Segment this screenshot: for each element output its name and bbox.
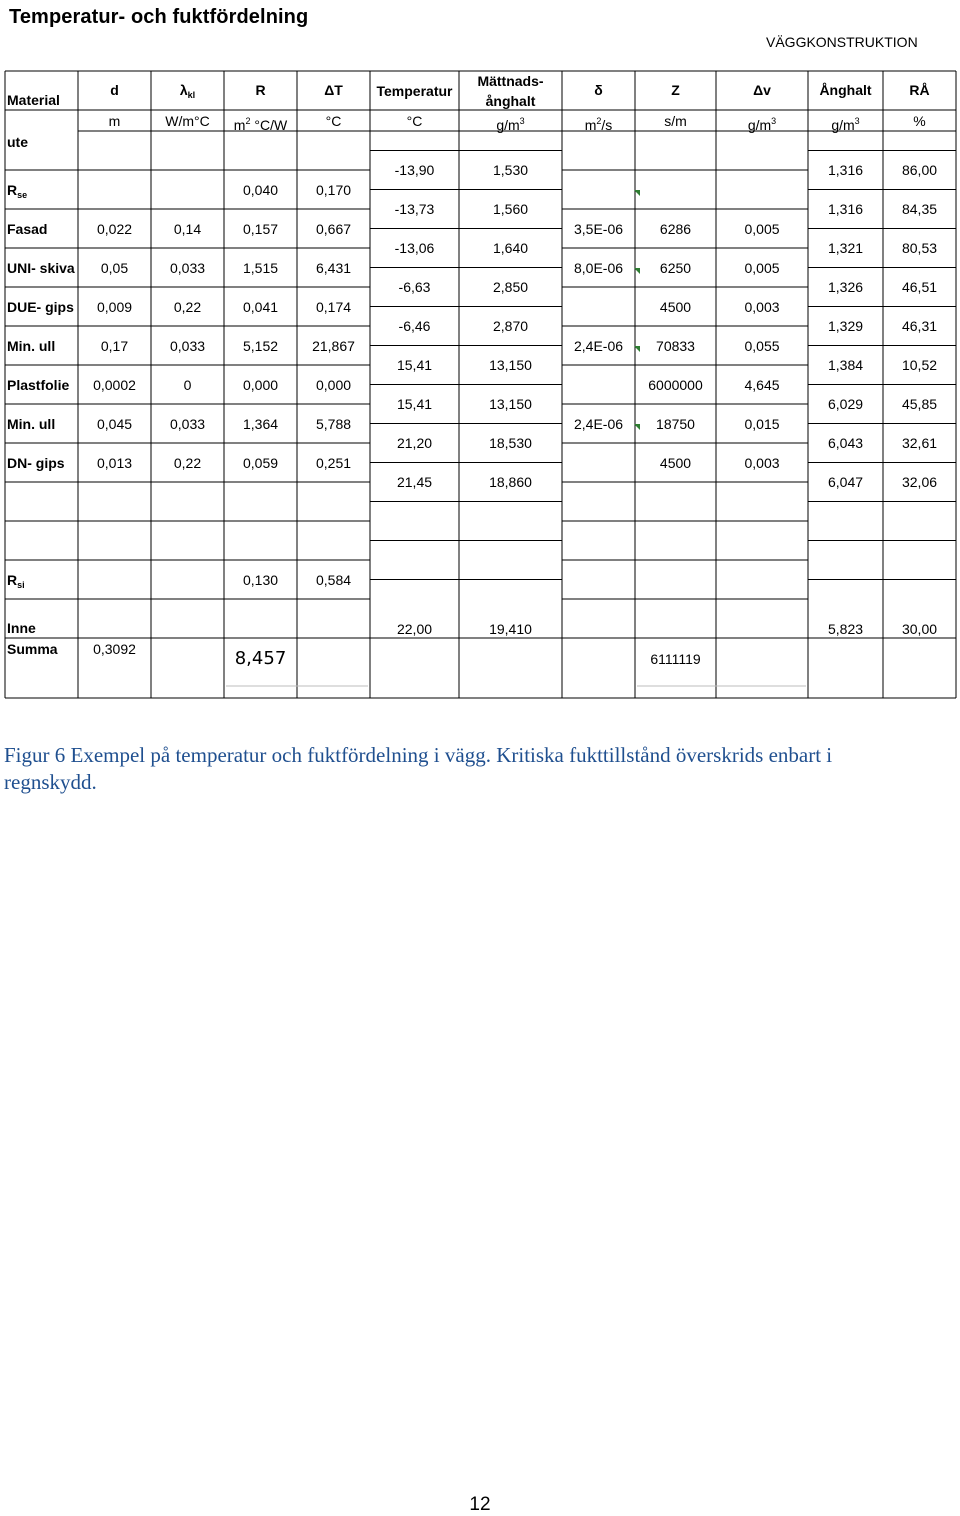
cell-marker-icon [634,190,640,196]
unit-text: /s [601,116,613,133]
cell-relative-humidity: 46,31 [901,318,938,334]
cell-saturation: 13,150 [489,396,532,412]
cell-temperature: -6,63 [398,279,431,295]
cell-relative-humidity: 32,06 [901,474,938,490]
cell-saturation: 2,870 [492,318,529,334]
cell-d: 0,013 [96,454,133,471]
cell-relative-humidity: 46,51 [901,279,938,295]
unit-ra: % [913,112,926,129]
header-dv: Δv [753,81,771,98]
cell-z: 6250 [659,259,692,276]
unit-lambda: W/m°C [165,112,210,129]
lambda-subscript: kl [187,89,196,100]
cell-vapour-content: 1,316 [827,201,864,217]
cell-dv: 0,003 [744,298,780,315]
layer-subscript: se [17,189,28,200]
summa-z: 6111119 [650,651,701,667]
cell-delta-t: 0,170 [315,181,352,198]
table-grid [0,0,960,720]
cell-r: 0,041 [242,298,279,315]
cell-relative-humidity: 84,35 [901,201,938,217]
header-d: d [110,81,119,98]
cell-d: 0,045 [96,415,133,432]
unit-superscript: 2 [245,115,251,126]
layer-label [7,572,25,593]
cell-temperature: 15,41 [396,357,433,373]
header-lambda [180,82,195,103]
cell-vapour-content: 1,384 [827,357,864,373]
header-anghalt: Ånghalt [819,81,872,98]
cell-lambda: 0 [183,376,192,393]
unit-mattnads [496,113,524,133]
cell-vapour-content: 6,047 [827,474,864,490]
cell-delta: 2,4E-06 [573,337,624,354]
cell-z: 70833 [656,337,695,354]
layer-label: DN- gips [7,454,65,471]
cell-z: 6000000 [648,376,703,393]
figure-caption: Figur 6 Exempel på temperatur och fuktfördelning i vägg. Kritiska fukttillstånd överskrids enbart i regnskydd. [4,743,833,794]
cell-relative-humidity: 86,00 [901,162,938,178]
cell-saturation: 19,410 [489,620,532,637]
unit-superscript: 2 [596,115,602,126]
cell-dv: 0,015 [744,415,780,432]
header-temperatur: Temperatur [376,82,453,99]
unit-superscript: 3 [519,115,525,126]
layer-label: Fasad [7,220,48,237]
cell-r: 1,515 [242,259,279,276]
cell-vapour-content: 6,029 [827,396,864,412]
cell-vapour-content: 1,316 [827,162,864,178]
cell-delta: 3,5E-06 [573,220,624,237]
cell-saturation: 1,530 [492,162,529,178]
header-material: Material [7,92,60,108]
cell-relative-humidity: 80,53 [901,240,938,256]
cell-delta-t: 6,431 [315,259,352,276]
cell-delta-t: 5,788 [315,415,352,432]
cell-temperature: -13,73 [394,201,435,217]
cell-saturation: 18,860 [489,474,532,490]
cell-delta-t: 0,667 [315,220,352,237]
cell-marker-icon [634,424,640,430]
cell-saturation: 1,560 [492,201,529,217]
cell-z: 4500 [659,454,692,471]
header-mattnads-2: ånghalt [485,92,536,109]
cell-delta-t: 0,000 [315,376,352,393]
cell-relative-humidity: 45,85 [901,396,938,412]
cell-dv: 0,055 [744,337,780,354]
layer-label: UNI- skiva [7,259,75,276]
cell-lambda: 0,14 [173,220,202,237]
construction-label: VÄGGKONSTRUKTION [766,34,918,50]
cell-d: 0,022 [96,220,133,237]
header-delta-t: ΔT [324,81,343,98]
cell-r: 0,157 [242,220,279,237]
cell-d: 0,0002 [93,376,136,393]
cell-z: 18750 [656,415,695,432]
cell-dv: 0,005 [744,259,780,276]
unit-anghalt [831,113,859,133]
cell-temperature: 21,20 [396,435,433,451]
cell-vapour-content: 1,329 [827,318,864,334]
page-title: Temperatur- och fuktfördelning [9,6,309,28]
unit-delta-t: °C [325,112,342,129]
header-mattnads-1: Mättnads- [477,72,544,89]
cell-vapour-content: 5,823 [827,620,864,637]
cell-temperature: -13,90 [394,162,435,178]
unit-text: g/m [831,116,855,133]
layer-label: Plastfolie [7,376,70,393]
unit-text: g/m [747,116,772,133]
unit-text: m [233,116,246,133]
layer-label [7,182,27,203]
summa-r: 8,457 [234,648,287,669]
cell-temperature: 21,45 [396,474,433,490]
layer-name: R [7,181,18,198]
cell-r: 0,040 [242,181,279,198]
unit-r [234,113,287,133]
cell-saturation: 2,850 [492,279,529,295]
cell-relative-humidity: 10,52 [901,357,938,373]
cell-z: 4500 [659,298,692,315]
unit-temperatur: °C [406,112,423,129]
cell-vapour-content: 1,321 [827,240,864,256]
cell-relative-humidity: 32,61 [901,435,938,451]
summa-d: 0,3092 [93,641,136,657]
layer-label: Min. ull [7,415,56,432]
cell-dv: 4,645 [744,376,780,393]
cell-temperature: 15,41 [396,396,433,412]
layer-label: Inne [7,619,36,636]
cell-r: 0,000 [242,376,279,393]
layer-label: DUE- gips [7,298,74,315]
layer-name: R [7,571,18,588]
cell-lambda: 0,033 [169,415,206,432]
cell-r: 0,059 [242,454,279,471]
lambda-symbol: λ [179,81,188,98]
page-number: 12 [469,1494,491,1515]
header-z: Z [671,81,680,98]
cell-r: 1,364 [242,415,279,432]
cell-temperature: 22,00 [396,620,433,637]
unit-text: °C/W [250,116,288,133]
cell-temperature: -6,46 [398,318,431,334]
summa-label: Summa [7,641,58,657]
cell-vapour-content: 6,043 [827,435,864,451]
cell-d: 0,009 [96,298,133,315]
layer-subscript: si [17,579,25,590]
cell-r: 5,152 [242,337,279,354]
unit-d: m [108,112,121,129]
cell-delta-t: 0,174 [315,298,352,315]
cell-lambda: 0,22 [173,454,202,471]
cell-delta-t: 21,867 [312,337,355,354]
cell-marker-icon [634,268,640,274]
cell-dv: 0,005 [744,220,780,237]
cell-delta: 8,0E-06 [573,259,624,276]
cell-temperature: -13,06 [394,240,435,256]
cell-d: 0,17 [100,337,129,354]
cell-delta-t: 0,584 [315,571,352,588]
cell-saturation: 18,530 [489,435,532,451]
unit-superscript: 3 [854,115,860,126]
cell-saturation: 1,640 [492,240,529,256]
cell-relative-humidity: 30,00 [901,620,938,637]
cell-r: 0,130 [242,571,279,588]
cell-d: 0,05 [100,259,129,276]
layer-label: ute [7,134,28,150]
unit-text: m [584,116,597,133]
unit-superscript: 3 [771,115,777,126]
header-ra: RÅ [909,81,930,98]
unit-text: g/m [496,116,520,133]
unit-delta [585,113,613,133]
cell-marker-icon [634,346,640,352]
cell-z: 6286 [659,220,692,237]
cell-dv: 0,003 [744,454,780,471]
unit-dv [748,113,776,133]
cell-vapour-content: 1,326 [827,279,864,295]
unit-z: s/m [664,112,687,129]
cell-lambda: 0,033 [169,259,206,276]
cell-lambda: 0,033 [169,337,206,354]
header-delta: δ [594,81,603,98]
cell-delta-t: 0,251 [315,454,352,471]
cell-lambda: 0,22 [173,298,202,315]
cell-saturation: 13,150 [489,357,532,373]
cell-delta: 2,4E-06 [573,415,624,432]
layer-label: Min. ull [7,337,56,354]
header-r: R [255,81,266,98]
